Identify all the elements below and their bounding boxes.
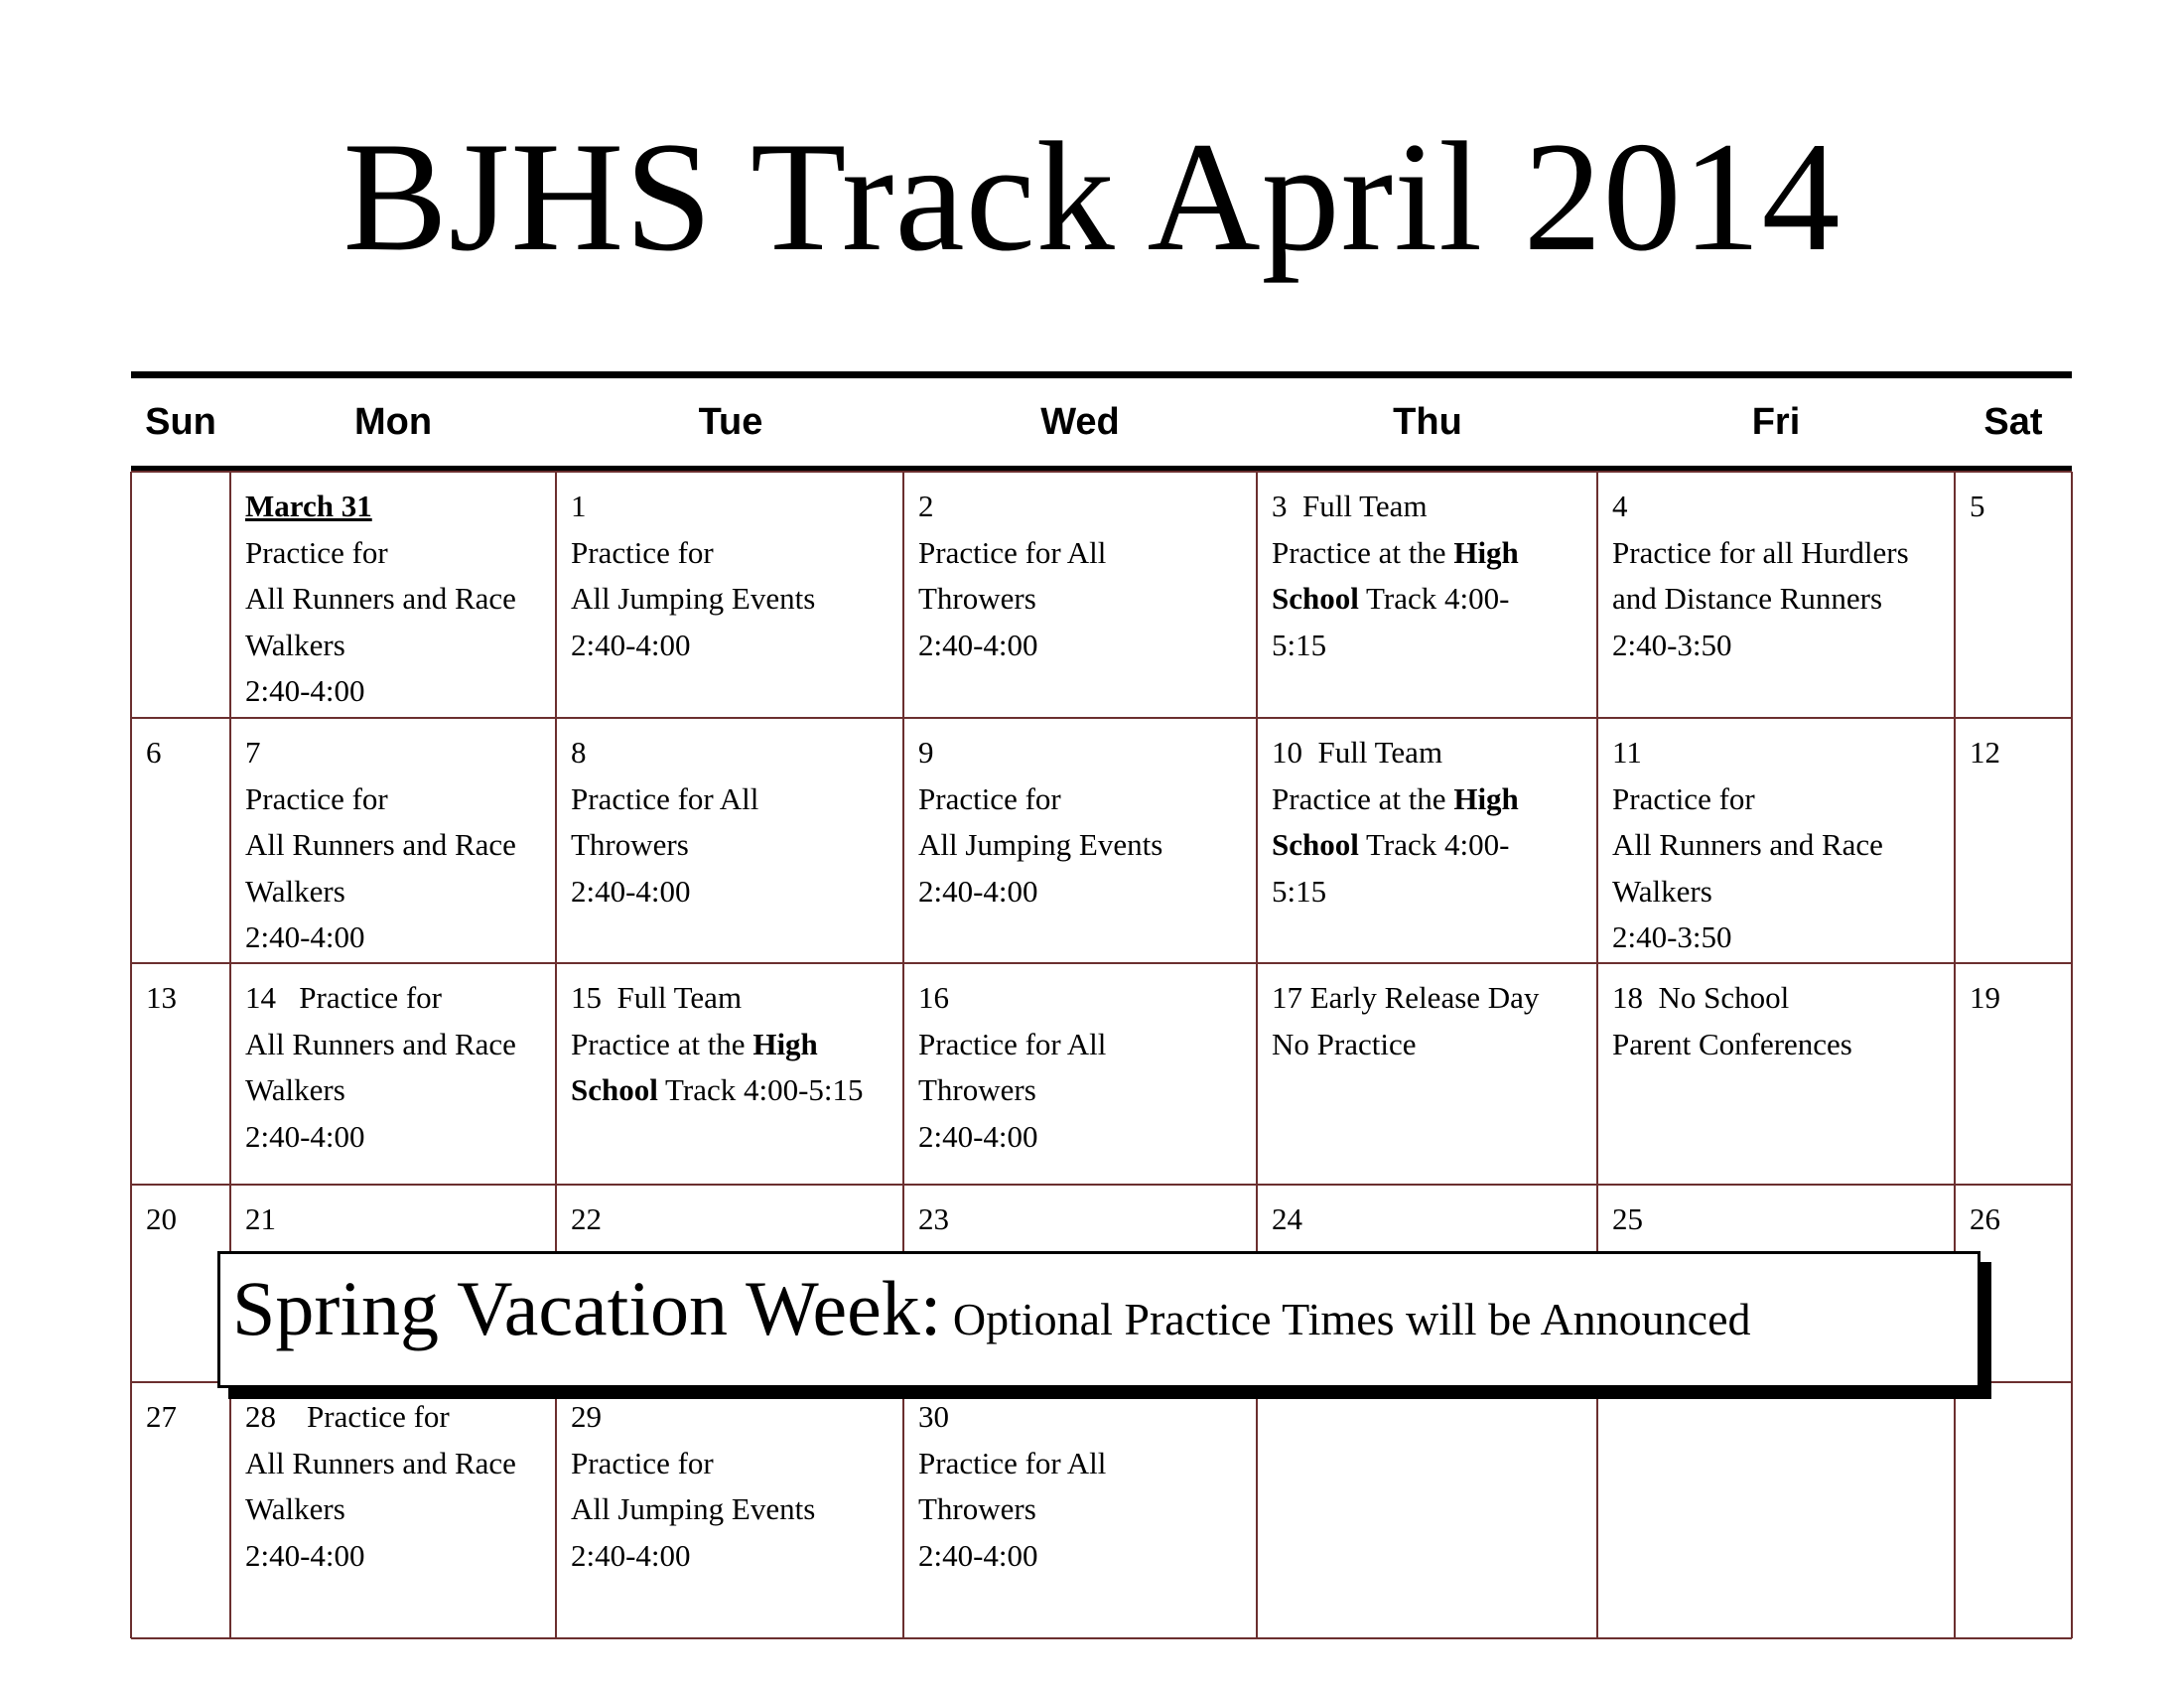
cell-line <box>245 822 552 869</box>
cell-text: 11 <box>1612 735 1642 770</box>
cell-line <box>245 484 552 530</box>
cell-line <box>571 484 899 530</box>
weekday-sat: Sat <box>1983 401 2043 443</box>
cell-text: Track 4:00- <box>1358 581 1510 616</box>
cell-text: School <box>571 1072 658 1107</box>
cell-line <box>571 530 899 577</box>
cell-text: All Runners and Race <box>245 581 516 616</box>
cell-line <box>1612 1022 1951 1068</box>
weekday-wed: Wed <box>1040 401 1120 443</box>
cell-text: Practice at the <box>1272 534 1454 570</box>
cell-line <box>1272 975 1593 1022</box>
cell-text: 14 Practice for <box>245 980 442 1015</box>
cell-line <box>1272 776 1593 823</box>
banner-headline: Spring Vacation Week: <box>232 1265 942 1351</box>
cell-text: 5 <box>1970 489 1985 523</box>
cell-line <box>245 1114 552 1161</box>
day-cell <box>1272 484 1593 668</box>
cell-line <box>1612 869 1951 915</box>
grid-vertical-line <box>130 472 132 1638</box>
cell-text: 18 No School <box>1612 980 1790 1015</box>
cell-line <box>245 1067 552 1114</box>
cell-text: 12 <box>1970 735 2000 770</box>
weekday-tue: Tue <box>698 401 763 443</box>
cell-text: and Distance Runners <box>1612 581 1883 616</box>
grid-vertical-line <box>902 472 904 1638</box>
cell-text: 2:40-4:00 <box>571 627 691 662</box>
cell-text: 15 Full Team <box>571 980 743 1015</box>
cell-text: 21 <box>245 1201 276 1236</box>
cell-line <box>1970 484 2068 530</box>
day-cell <box>146 975 226 1022</box>
day-cell <box>571 484 899 668</box>
cell-line <box>1612 530 1951 577</box>
cell-line <box>146 730 226 776</box>
day-cell <box>918 1394 1253 1579</box>
cell-text: All Runners and Race <box>245 827 516 862</box>
cell-text: All Runners and Race <box>245 1026 516 1061</box>
cell-text: 19 <box>1970 980 2000 1015</box>
cell-line <box>245 914 552 961</box>
cell-line <box>918 576 1253 623</box>
cell-line <box>571 576 899 623</box>
grid-vertical-line <box>2071 472 2073 1638</box>
cell-line <box>1272 869 1593 915</box>
cell-line <box>571 822 899 869</box>
cell-text: Walkers <box>245 627 345 662</box>
day-cell <box>146 1196 226 1243</box>
cell-text: 2:40-3:50 <box>1612 627 1732 662</box>
weekday-sun: Sun <box>145 401 216 443</box>
cell-text: All Jumping Events <box>918 827 1163 862</box>
cell-text: Throwers <box>918 1491 1036 1526</box>
cell-line <box>1272 623 1593 669</box>
cell-text: Walkers <box>1612 873 1712 909</box>
cell-line <box>1272 822 1593 869</box>
cell-text: High <box>1453 780 1519 816</box>
cell-text: All Runners and Race <box>245 1445 516 1480</box>
cell-line <box>245 576 552 623</box>
day-cell <box>245 1196 552 1243</box>
cell-text: 2:40-4:00 <box>245 1118 365 1154</box>
cell-line <box>245 869 552 915</box>
weekday-fri: Fri <box>1751 401 1801 443</box>
cell-text: 2:40-4:00 <box>245 673 365 708</box>
cell-text: 2:40-4:00 <box>918 627 1038 662</box>
day-cell <box>1970 484 2068 530</box>
cell-text: Track 4:00- <box>1358 827 1510 862</box>
day-cell <box>571 1394 899 1579</box>
cell-text: 6 <box>146 735 162 770</box>
cell-text: Walkers <box>245 873 345 909</box>
cell-line <box>245 1394 552 1441</box>
cell-line <box>1970 1196 2068 1243</box>
cell-text: Throwers <box>918 1072 1036 1107</box>
cell-text: School <box>1272 827 1359 862</box>
cell-line <box>146 975 226 1022</box>
cell-text: 16 <box>918 980 949 1015</box>
cell-line <box>571 869 899 915</box>
cell-line <box>1612 1196 1951 1243</box>
cell-line <box>1612 623 1951 669</box>
cell-line <box>1272 1196 1593 1243</box>
cell-text: 5:15 <box>1272 873 1327 909</box>
cell-line <box>1612 914 1951 961</box>
cell-line <box>571 1067 899 1114</box>
cell-text: Practice for <box>918 780 1061 816</box>
cell-text: 2:40-4:00 <box>571 873 691 909</box>
cell-line <box>1272 484 1593 530</box>
cell-text: 30 <box>918 1399 949 1434</box>
cell-line <box>245 1486 552 1533</box>
day-cell <box>1612 1196 1951 1243</box>
cell-text: Practice for <box>245 534 388 570</box>
day-cell <box>245 484 552 715</box>
cell-text: 1 <box>571 489 587 523</box>
day-cell <box>1970 730 2068 776</box>
cell-line <box>918 1441 1253 1487</box>
cell-text: 28 Practice for <box>245 1399 450 1434</box>
cell-line <box>1272 530 1593 577</box>
cell-text: School <box>1272 581 1359 616</box>
cell-text: 4 <box>1612 489 1628 523</box>
cell-text: Practice at the <box>571 1026 753 1061</box>
cell-line <box>245 975 552 1022</box>
cell-text: 13 <box>146 980 177 1015</box>
cell-line <box>571 1533 899 1580</box>
cell-line <box>1970 730 2068 776</box>
weekday-mon: Mon <box>353 401 433 443</box>
cell-text: 10 Full Team <box>1272 735 1443 770</box>
cell-text: 23 <box>918 1201 949 1236</box>
cell-line <box>918 1533 1253 1580</box>
cell-line <box>146 1394 226 1441</box>
cell-text: 2 <box>918 489 934 523</box>
cell-line <box>918 530 1253 577</box>
cell-text: 27 <box>146 1399 177 1434</box>
cell-line <box>146 1196 226 1243</box>
cell-line <box>245 776 552 823</box>
cell-line <box>1612 730 1951 776</box>
cell-text: High <box>1453 534 1519 570</box>
grid-vertical-line <box>229 472 231 1638</box>
cell-text: Track 4:00-5:15 <box>657 1072 864 1107</box>
cell-line <box>1612 576 1951 623</box>
cell-line <box>571 1022 899 1068</box>
grid-vertical-line <box>555 472 557 1638</box>
day-cell <box>146 1394 226 1441</box>
day-cell <box>571 1196 899 1243</box>
grid-horizontal-line <box>131 717 2072 719</box>
cell-line <box>1272 1022 1593 1068</box>
grid-horizontal-line <box>131 1637 2072 1639</box>
cell-text: All Jumping Events <box>571 581 816 616</box>
cell-text: 2:40-4:00 <box>918 1537 1038 1573</box>
header-top-rule <box>131 371 2072 378</box>
cell-text: 5:15 <box>1272 627 1327 662</box>
cell-text: Practice for All <box>918 1445 1107 1480</box>
cell-line <box>245 1533 552 1580</box>
cell-line <box>1272 730 1593 776</box>
grid-horizontal-line <box>131 962 2072 964</box>
day-cell <box>918 975 1253 1160</box>
cell-line <box>245 623 552 669</box>
cell-text: 2:40-4:00 <box>918 1118 1038 1154</box>
cell-text: Parent Conferences <box>1612 1026 1852 1061</box>
cell-line <box>918 869 1253 915</box>
cell-text: No Practice <box>1272 1026 1417 1061</box>
day-cell <box>1612 484 1951 668</box>
cell-text: All Jumping Events <box>571 1491 816 1526</box>
cell-text: Practice for <box>571 1445 714 1480</box>
cell-line <box>918 730 1253 776</box>
cell-text: 26 <box>1970 1201 2000 1236</box>
cell-line <box>918 1394 1253 1441</box>
weekday-thu: Thu <box>1393 401 1462 443</box>
cell-text: 3 Full Team <box>1272 489 1428 523</box>
grid-vertical-line <box>1596 472 1598 1638</box>
cell-line <box>918 1196 1253 1243</box>
cell-text: Practice at the <box>1272 780 1454 816</box>
banner-text <box>232 1265 1751 1351</box>
cell-text: 17 Early Release Day <box>1272 980 1540 1015</box>
cell-text: 24 <box>1272 1201 1302 1236</box>
cell-text: Practice for all Hurdlers <box>1612 534 1909 570</box>
cell-text: 29 <box>571 1399 602 1434</box>
cell-text: 22 <box>571 1201 602 1236</box>
day-cell <box>1272 975 1593 1067</box>
day-cell <box>1612 975 1951 1067</box>
cell-line <box>571 623 899 669</box>
cell-line <box>245 1441 552 1487</box>
cell-text: 8 <box>571 735 587 770</box>
cell-text: 25 <box>1612 1201 1643 1236</box>
cell-line <box>571 1486 899 1533</box>
cell-line <box>918 1022 1253 1068</box>
day-cell <box>571 975 899 1114</box>
day-cell <box>918 1196 1253 1243</box>
cell-line <box>918 1486 1253 1533</box>
cell-line <box>1970 975 2068 1022</box>
cell-line <box>571 776 899 823</box>
cell-line <box>571 1196 899 1243</box>
banner-subtext: Optional Practice Times will be Announced <box>941 1294 1751 1344</box>
cell-text: Practice for All <box>918 1026 1107 1061</box>
cell-line <box>245 730 552 776</box>
cell-line <box>245 530 552 577</box>
cell-text: Throwers <box>571 827 689 862</box>
cell-line <box>571 730 899 776</box>
cell-line <box>918 975 1253 1022</box>
spring-vacation-banner <box>217 1251 1980 1388</box>
day-cell <box>1970 1196 2068 1243</box>
cell-line <box>571 975 899 1022</box>
cell-text: Walkers <box>245 1072 345 1107</box>
cell-line <box>1612 776 1951 823</box>
cell-line <box>918 776 1253 823</box>
cell-text: Throwers <box>918 581 1036 616</box>
cell-text: 9 <box>918 735 934 770</box>
cell-line <box>918 822 1253 869</box>
cell-line <box>245 1022 552 1068</box>
cell-text: 2:40-4:00 <box>918 873 1038 909</box>
day-cell <box>918 484 1253 668</box>
page-title: BJHS Track April 2014 <box>342 110 1842 284</box>
grid-vertical-line <box>1256 472 1258 1638</box>
day-cell <box>1612 730 1951 961</box>
day-cell <box>245 730 552 961</box>
cell-text: Practice for <box>245 780 388 816</box>
cell-line <box>245 1196 552 1243</box>
grid-vertical-line <box>1954 472 1956 1638</box>
cell-line <box>918 1067 1253 1114</box>
day-cell <box>1272 730 1593 914</box>
cell-line <box>1612 484 1951 530</box>
cell-text: Practice for All <box>571 780 759 816</box>
cell-text: 2:40-4:00 <box>245 919 365 954</box>
cell-text: 2:40-3:50 <box>1612 919 1732 954</box>
cell-text: High <box>752 1026 818 1061</box>
grid-horizontal-line <box>131 471 2072 473</box>
day-cell <box>146 730 226 776</box>
cell-line <box>245 668 552 715</box>
cell-text: Practice for <box>571 534 714 570</box>
cell-line <box>1272 576 1593 623</box>
day-cell <box>245 975 552 1160</box>
grid-horizontal-line <box>131 1184 2072 1186</box>
cell-text: 2:40-4:00 <box>245 1537 365 1573</box>
cell-line <box>571 1394 899 1441</box>
day-cell <box>571 730 899 914</box>
day-cell <box>918 730 1253 914</box>
cell-text: Practice for All <box>918 534 1107 570</box>
cell-text: Practice for <box>1612 780 1755 816</box>
cell-line <box>571 1441 899 1487</box>
cell-line <box>918 623 1253 669</box>
cell-line <box>1612 822 1951 869</box>
day-cell <box>1272 1196 1593 1243</box>
day-cell <box>1970 975 2068 1022</box>
cell-line <box>918 484 1253 530</box>
cell-text: 2:40-4:00 <box>571 1537 691 1573</box>
cell-text: 7 <box>245 735 261 770</box>
cell-line <box>1612 975 1951 1022</box>
cell-text: 20 <box>146 1201 177 1236</box>
cell-text: March 31 <box>245 489 372 523</box>
cell-text: All Runners and Race <box>1612 827 1883 862</box>
day-cell <box>245 1394 552 1579</box>
cell-text: Walkers <box>245 1491 345 1526</box>
cell-line <box>918 1114 1253 1161</box>
